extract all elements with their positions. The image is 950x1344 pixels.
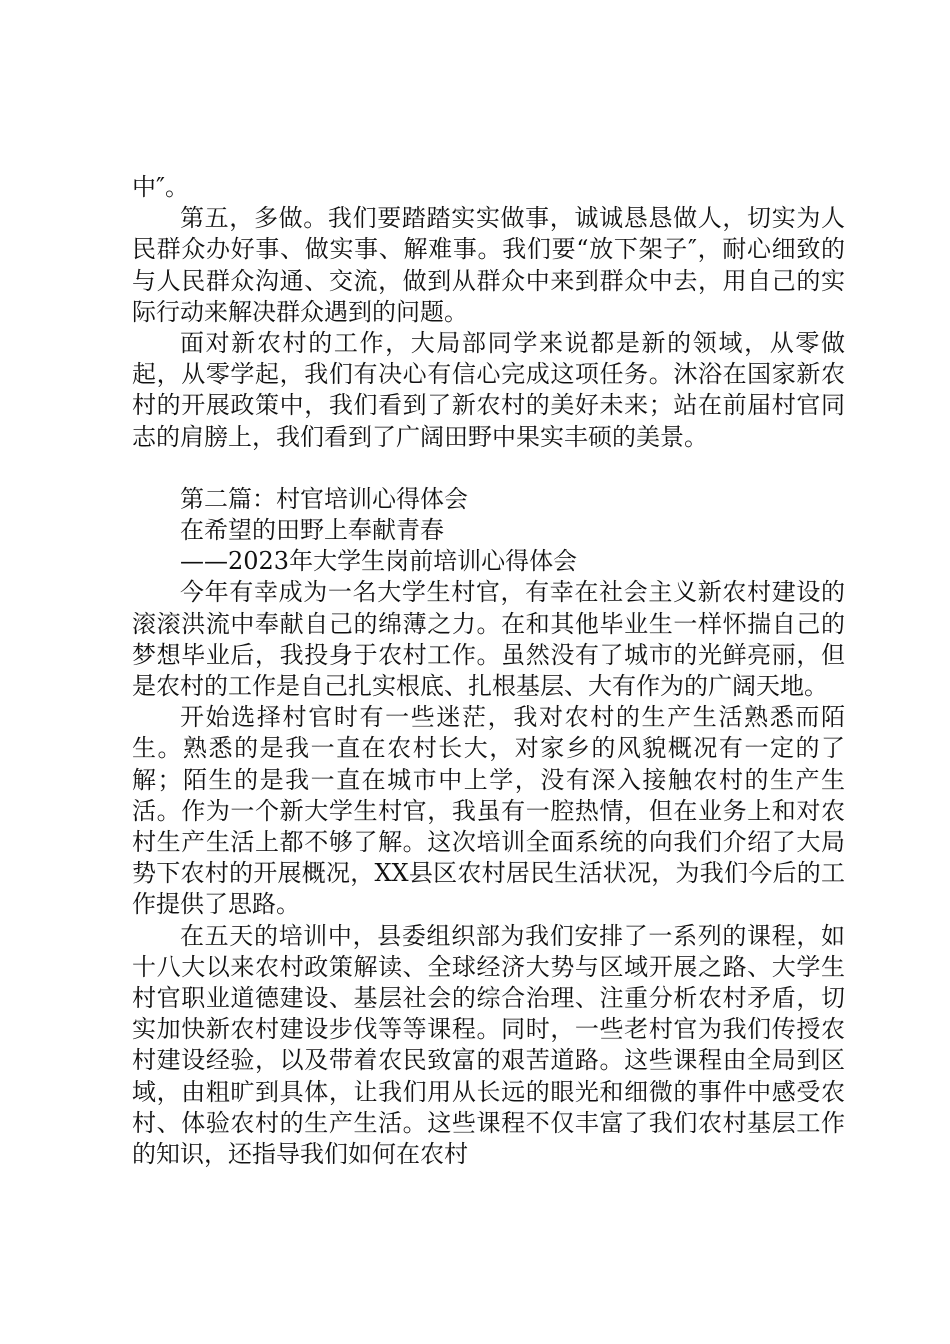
paragraph-continuation: 中″。	[132, 173, 189, 201]
document-page	[132, 172, 845, 1170]
section-heading: 第二篇：村官培训心得体会	[180, 484, 468, 513]
article-title: 在希望的田野上奉献青春	[180, 516, 444, 545]
section-gap	[132, 453, 845, 484]
paragraph-village-official-intro: 今年有幸成为一名大学生村官，有幸在社会主义新农村建设的滚滚洪流中奉献自己的绵薄之力。在和其他毕业生一样怀揣自己的梦想毕业后，我投身于农村工作。虽然没有了城市的光鲜亮丽，但是农村的工作是自己扎实根底、扎根基层、大有作为的广阔天地。	[132, 578, 845, 701]
paragraph-do-more: 第五，多做。我们要踏踏实实做事，诚诚恳恳做人，切实为人民群众办好事、做实事、解难事。我们要“放下架子″，耐心细致的与人民群众沟通、交流，做到从群众中来到群众中去，用自己的实际行动来解决群众遇到的问题。	[132, 204, 845, 326]
paragraph-new-village-future: 面对新农村的工作，大局部同学来说都是新的领域，从零做起，从零学起，我们有决心有信心完成这项任务。沐浴在国家新农村的开展政策中，我们看到了新农村的美好未来；站在前届村官同志的肩膀上，我们看到了广阔田野中果实丰硕的美景。	[132, 329, 845, 451]
paragraph-initial-confusion: 开始选择村官时有一些迷茫，我对农村的生产生活熟悉而陌生。熟悉的是我一直在农村长大，对家乡的风貌概况有一定的了解；陌生的是我一直在城市中上学，没有深入接触农村的生产生活。作为一个新大学生村官，我虽有一腔热情，但在业务上和对农村生产生活上都不够了解。这次培训全面系统的向我们介绍了大局势下农村的开展概况，XX县区农村居民生活状况，为我们今后的工作提供了思路。	[132, 703, 845, 919]
paragraph-training-courses: 在五天的培训中，县委组织部为我们安排了一系列的课程，如十八大以来农村政策解读、全球经济大势与区域开展之路、大学生村官职业道德建设、基层社会的综合治理、注重分析农村矛盾，切实加快新农村建设步伐等等课程。同时，一些老村官为我们传授农村建设经验，以及带着农民致富的艰苦道路。这些课程由全局到区域，由粗旷到具体，让我们用从长远的眼光和细微的事件中感受农村、体验农村的生产生活。这些课程不仅丰富了我们农村基层工作的知识，还指导我们如何在农村	[132, 921, 845, 1169]
article-subtitle: ——2023年大学生岗前培训心得体会	[180, 547, 578, 576]
